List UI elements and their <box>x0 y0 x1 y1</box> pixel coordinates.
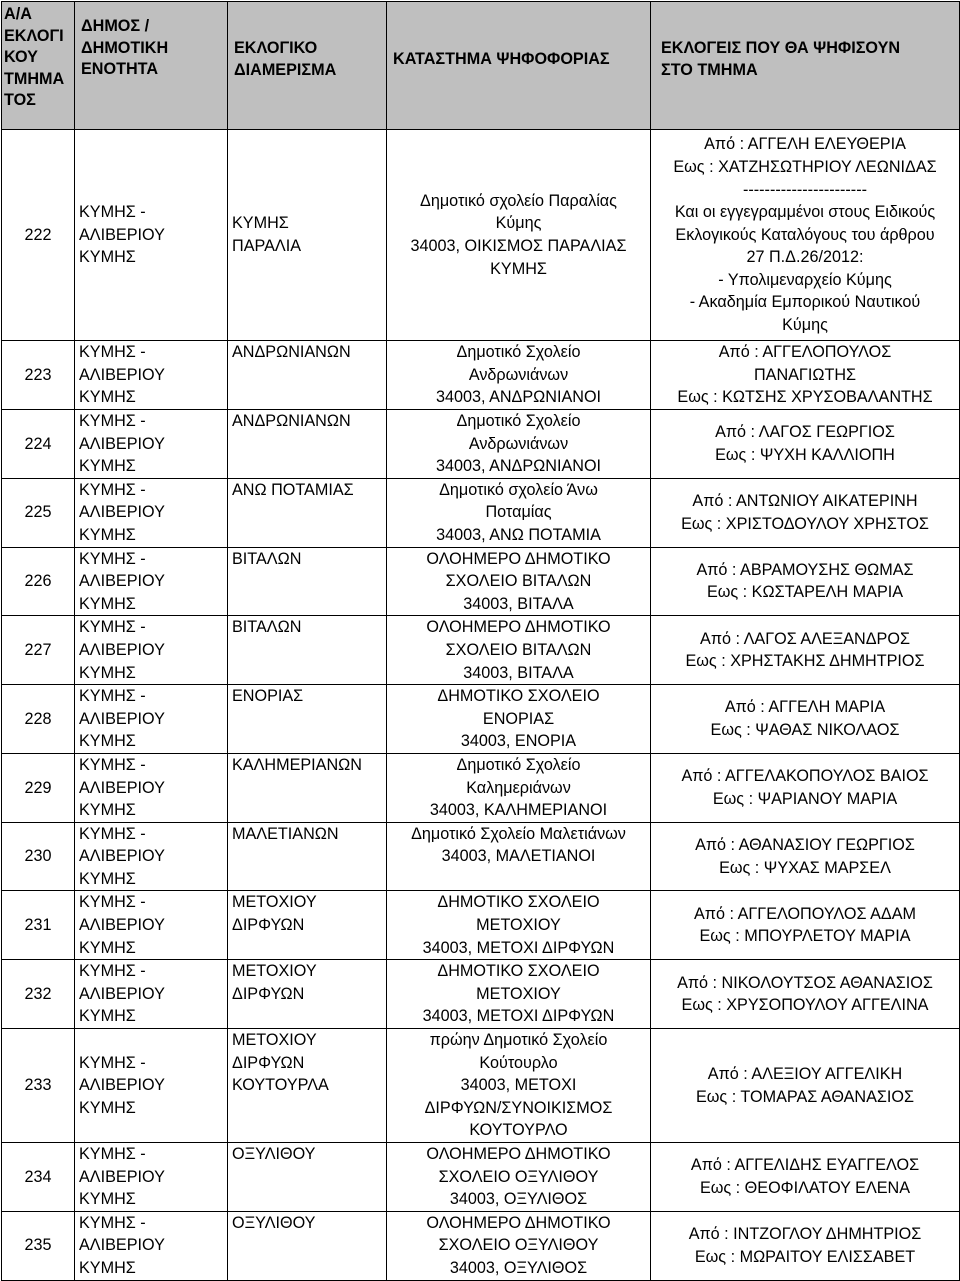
station-cell: Δημοτικό σχολείο Παραλίας Κύμης 34003, ΟΙΚΙΣΜΟΣ ΠΑΡΑΛΙΑΣ ΚΥΜΗΣ <box>387 130 651 341</box>
ward-cell: ΜΕΤΟΧΙΟΥ ΔΙΡΦΥΩΝ <box>228 960 387 1029</box>
voters-cell: Από : ΑΛΕΞΙΟΥ ΑΓΓΕΛΙΚΗ Εως : ΤΟΜΑΡΑΣ ΑΘΑΝΑΣΙΟΣ <box>651 1029 960 1143</box>
section-number: 233 <box>2 1029 75 1143</box>
header-electoral-ward: ΕΚΛΟΓΙΚΟ ΔΙΑΜΕΡΙΣΜΑ <box>228 2 387 130</box>
section-number: 225 <box>2 478 75 547</box>
voters-cell: Από : ΝΙΚΟΛΟΥΤΣΟΣ ΑΘΑΝΑΣΙΟΣ Εως : ΧΡΥΣΟΠΟΥΛΟΥ ΑΓΓΕΛΙΝΑ <box>651 960 960 1029</box>
table-row <box>2 822 960 891</box>
municipality-cell: ΚΥΜΗΣ - ΑΛΙΒΕΡΙΟΥ ΚΥΜΗΣ <box>75 753 228 822</box>
section-number: 228 <box>2 685 75 754</box>
section-number: 231 <box>2 891 75 960</box>
section-number: 223 <box>2 341 75 410</box>
ward-cell: ΒΙΤΑΛΩΝ <box>228 547 387 616</box>
table-row <box>2 960 960 1029</box>
voters-cell: Από : ΑΘΑΝΑΣΙΟΥ ΓΕΩΡΓΙΟΣ Εως : ΨΥΧΑΣ ΜΑΡΣΕΛ <box>651 822 960 891</box>
voters-cell: Από : ΑΓΓΕΛΟΠΟΥΛΟΣ ΑΔΑΜ Εως : ΜΠΟΥΡΛΕΤΟΥ ΜΑΡΙΑ <box>651 891 960 960</box>
station-cell: Δημοτικό Σχολείο Καλημεριάνων 34003, ΚΑΛΗΜΕΡΙΑΝΟΙ <box>387 753 651 822</box>
station-cell: Δημοτικό σχολείο Άνω Ποταμίας 34003, ΑΝΩ ΠΟΤΑΜΙΑ <box>387 478 651 547</box>
voters-cell: Από : ΙΝΤΖΟΓΛΟΥ ΔΗΜΗΤΡΙΟΣ Εως : ΜΩΡΑΙΤΟΥ ΕΛΙΣΣΑΒΕΤ <box>651 1211 960 1280</box>
municipality-cell: ΚΥΜΗΣ - ΑΛΙΒΕΡΙΟΥ ΚΥΜΗΣ <box>75 1211 228 1280</box>
table-row <box>2 685 960 754</box>
table-row <box>2 1143 960 1212</box>
ward-cell: ΕΝΟΡΙΑΣ <box>228 685 387 754</box>
header-section-number: Α/Α ΕΚΛΟΓΙ ΚΟΥ ΤΜΗΜΑ ΤΟΣ <box>2 2 75 130</box>
section-number: 232 <box>2 960 75 1029</box>
header-polling-station: ΚΑΤΑΣΤΗΜΑ ΨΗΦΟΦΟΡΙΑΣ <box>387 2 651 130</box>
section-number: 229 <box>2 753 75 822</box>
municipality-cell: ΚΥΜΗΣ - ΑΛΙΒΕΡΙΟΥ ΚΥΜΗΣ <box>75 130 228 341</box>
header-row <box>2 2 960 130</box>
ward-cell: ΚΑΛΗΜΕΡΙΑΝΩΝ <box>228 753 387 822</box>
section-number: 222 <box>2 130 75 341</box>
ward-cell: ΜΕΤΟΧΙΟΥ ΔΙΡΦΥΩΝ <box>228 891 387 960</box>
ward-cell: ΟΞΥΛΙΘΟΥ <box>228 1211 387 1280</box>
voters-cell: Από : ΛΑΓΟΣ ΓΕΩΡΓΙΟΣ Εως : ΨΥΧΗ ΚΑΛΛΙΟΠΗ <box>651 410 960 479</box>
ward-cell: ΟΞΥΛΙΘΟΥ <box>228 1143 387 1212</box>
station-cell: ΟΛΟΗΜΕΡΟ ΔΗΜΟΤΙΚΟ ΣΧΟΛΕΙΟ ΟΞΥΛΙΘΟΥ 34003, ΟΞΥΛΙΘΟΣ <box>387 1143 651 1212</box>
municipality-cell: ΚΥΜΗΣ - ΑΛΙΒΕΡΙΟΥ ΚΥΜΗΣ <box>75 616 228 685</box>
voters-cell: Από : ΑΝΤΩΝΙΟΥ ΑΙΚΑΤΕΡΙΝΗ Εως : ΧΡΙΣΤΟΔΟΥΛΟΥ ΧΡΗΣΤΟΣ <box>651 478 960 547</box>
station-cell: Δημοτικό Σχολείο Ανδρωνιάνων 34003, ΑΝΔΡΩΝΙΑΝΟΙ <box>387 410 651 479</box>
voters-cell: Από : ΛΑΓΟΣ ΑΛΕΞΑΝΔΡΟΣ Εως : ΧΡΗΣΤΑΚΗΣ ΔΗΜΗΤΡΙΟΣ <box>651 616 960 685</box>
ward-cell: ΑΝΔΡΩΝΙΑΝΩΝ <box>228 341 387 410</box>
ward-cell: ΒΙΤΑΛΩΝ <box>228 616 387 685</box>
station-cell: Δημοτικό Σχολείο Μαλετιάνων 34003, ΜΑΛΕΤΙΑΝΟΙ <box>387 822 651 891</box>
municipality-cell: ΚΥΜΗΣ - ΑΛΙΒΕΡΙΟΥ ΚΥΜΗΣ <box>75 891 228 960</box>
station-cell: ΟΛΟΗΜΕΡΟ ΔΗΜΟΤΙΚΟ ΣΧΟΛΕΙΟ ΟΞΥΛΙΘΟΥ 34003, ΟΞΥΛΙΘΟΣ <box>387 1211 651 1280</box>
section-number: 227 <box>2 616 75 685</box>
voters-cell: Από : ΑΓΓΕΛΑΚΟΠΟΥΛΟΣ ΒΑΙΟΣ Εως : ΨΑΡΙΑΝΟΥ ΜΑΡΙΑ <box>651 753 960 822</box>
voters-cell: Από : ΑΓΓΕΛΟΠΟΥΛΟΣ ΠΑΝΑΓΙΩΤΗΣ Εως : ΚΩΤΣΗΣ ΧΡΥΣΟΒΑΛΑΝΤΗΣ <box>651 341 960 410</box>
station-cell: ΟΛΟΗΜΕΡΟ ΔΗΜΟΤΙΚΟ ΣΧΟΛΕΙΟ ΒΙΤΑΛΩΝ 34003, ΒΙΤΑΛΑ <box>387 547 651 616</box>
municipality-cell: ΚΥΜΗΣ - ΑΛΙΒΕΡΙΟΥ ΚΥΜΗΣ <box>75 410 228 479</box>
table-row <box>2 1029 960 1143</box>
municipality-cell: ΚΥΜΗΣ - ΑΛΙΒΕΡΙΟΥ ΚΥΜΗΣ <box>75 685 228 754</box>
table-row <box>2 478 960 547</box>
voters-cell: Από : ΑΓΓΕΛΙΔΗΣ ΕΥΑΓΓΕΛΟΣ Εως : ΘΕΟΦΙΛΑΤΟΥ ΕΛΕΝΑ <box>651 1143 960 1212</box>
municipality-cell: ΚΥΜΗΣ - ΑΛΙΒΕΡΙΟΥ ΚΥΜΗΣ <box>75 960 228 1029</box>
station-cell: ΟΛΟΗΜΕΡΟ ΔΗΜΟΤΙΚΟ ΣΧΟΛΕΙΟ ΒΙΤΑΛΩΝ 34003, ΒΙΤΑΛΑ <box>387 616 651 685</box>
table-row <box>2 410 960 479</box>
municipality-cell: ΚΥΜΗΣ - ΑΛΙΒΕΡΙΟΥ ΚΥΜΗΣ <box>75 547 228 616</box>
table-row <box>2 341 960 410</box>
table-row <box>2 753 960 822</box>
station-cell: ΔΗΜΟΤΙΚΟ ΣΧΟΛΕΙΟ ΜΕΤΟΧΙΟΥ 34003, ΜΕΤΟΧΙ ΔΙΡΦΥΩΝ <box>387 960 651 1029</box>
section-number: 226 <box>2 547 75 616</box>
section-number: 224 <box>2 410 75 479</box>
municipality-cell: ΚΥΜΗΣ - ΑΛΙΒΕΡΙΟΥ ΚΥΜΗΣ <box>75 1143 228 1212</box>
ward-cell: ΜΑΛΕΤΙΑΝΩΝ <box>228 822 387 891</box>
ward-cell: ΑΝΔΡΩΝΙΑΝΩΝ <box>228 410 387 479</box>
table-row <box>2 130 960 341</box>
voters-cell: Από : ΑΓΓΕΛΗ ΕΛΕΥΘΕΡΙΑ Εως : ΧΑΤΖΗΣΩΤΗΡΙΟΥ ΛΕΩΝΙΔΑΣ ----------------------- Και οι εγγεγραμμένοι στους Ειδικούς Εκλογικούς Καταλόγους του άρθρου 27 Π.Δ.26/2012: - Υπολιμεναρχείο Κύμης - Ακαδημία Εμπορικού Ναυτικού Κύμης <box>651 130 960 341</box>
voters-cell: Από : ΑΓΓΕΛΗ ΜΑΡΙΑ Εως : ΨΑΘΑΣ ΝΙΚΟΛΑΟΣ <box>651 685 960 754</box>
station-cell: ΔΗΜΟΤΙΚΟ ΣΧΟΛΕΙΟ ΕΝΟΡΙΑΣ 34003, ΕΝΟΡΙΑ <box>387 685 651 754</box>
table-row <box>2 547 960 616</box>
header-municipality: ΔΗΜΟΣ / ΔΗΜΟΤΙΚΗ ΕΝΟΤΗΤΑ <box>75 2 228 130</box>
station-cell: Δημοτικό Σχολείο Ανδρωνιάνων 34003, ΑΝΔΡΩΝΙΑΝΟΙ <box>387 341 651 410</box>
table-row <box>2 616 960 685</box>
section-number: 234 <box>2 1143 75 1212</box>
polling-stations-table <box>1 1 960 1281</box>
voters-cell: Από : ΑΒΡΑΜΟΥΣΗΣ ΘΩΜΑΣ Εως : ΚΩΣΤΑΡΕΛΗ ΜΑΡΙΑ <box>651 547 960 616</box>
municipality-cell: ΚΥΜΗΣ - ΑΛΙΒΕΡΙΟΥ ΚΥΜΗΣ <box>75 1029 228 1143</box>
municipality-cell: ΚΥΜΗΣ - ΑΛΙΒΕΡΙΟΥ ΚΥΜΗΣ <box>75 478 228 547</box>
municipality-cell: ΚΥΜΗΣ - ΑΛΙΒΕΡΙΟΥ ΚΥΜΗΣ <box>75 341 228 410</box>
header-voters: ΕΚΛΟΓΕΙΣ ΠΟΥ ΘΑ ΨΗΦΙΣΟΥΝ ΣΤΟ ΤΜΗΜΑ <box>651 2 960 130</box>
ward-cell: ΜΕΤΟΧΙΟΥ ΔΙΡΦΥΩΝ ΚΟΥΤΟΥΡΛΑ <box>228 1029 387 1143</box>
table-row <box>2 891 960 960</box>
section-number: 235 <box>2 1211 75 1280</box>
table-row <box>2 1211 960 1280</box>
station-cell: ΔΗΜΟΤΙΚΟ ΣΧΟΛΕΙΟ ΜΕΤΟΧΙΟΥ 34003, ΜΕΤΟΧΙ ΔΙΡΦΥΩΝ <box>387 891 651 960</box>
municipality-cell: ΚΥΜΗΣ - ΑΛΙΒΕΡΙΟΥ ΚΥΜΗΣ <box>75 822 228 891</box>
ward-cell: ΚΥΜΗΣ ΠΑΡΑΛΙΑ <box>228 130 387 341</box>
station-cell: πρώην Δημοτικό Σχολείο Κούτουρλο 34003, ΜΕΤΟΧΙ ΔΙΡΦΥΩΝ/ΣΥΝΟΙΚΙΣΜΟΣ ΚΟΥΤΟΥΡΛΟ <box>387 1029 651 1143</box>
section-number: 230 <box>2 822 75 891</box>
ward-cell: ΑΝΩ ΠΟΤΑΜΙΑΣ <box>228 478 387 547</box>
